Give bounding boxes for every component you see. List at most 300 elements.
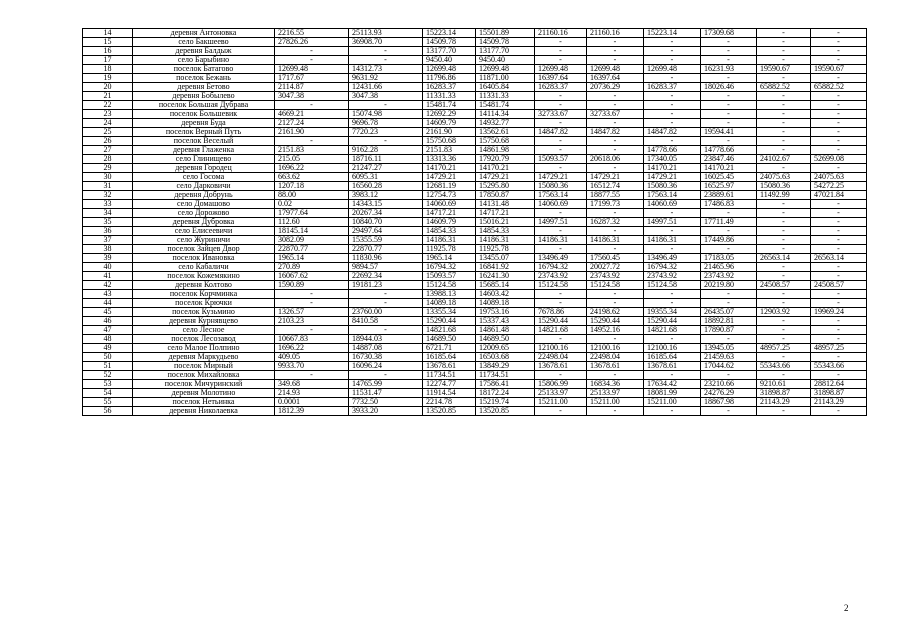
value-cell: - xyxy=(644,245,701,254)
value-cell: 112.60 xyxy=(275,218,349,227)
value-cell: 24276.29 xyxy=(701,389,757,398)
value-cell: - xyxy=(811,128,867,137)
row-number-cell: 23 xyxy=(83,110,133,119)
value-cell: - xyxy=(701,110,757,119)
value-cell: 15806.99 xyxy=(535,380,587,389)
value-cell: 19590.67 xyxy=(757,65,811,74)
value-cell: 14131.48 xyxy=(476,200,535,209)
value-cell: - xyxy=(349,101,423,110)
settlement-name-cell: село Глинищево xyxy=(133,155,275,164)
value-cell: 48957.25 xyxy=(811,344,867,353)
value-cell: 24508.57 xyxy=(757,281,811,290)
value-cell: - xyxy=(811,317,867,326)
value-cell: 26563.14 xyxy=(757,254,811,263)
value-cell: 23760.00 xyxy=(349,308,423,317)
value-cell: 21459.63 xyxy=(701,353,757,362)
value-cell: 32733.67 xyxy=(535,110,587,119)
value-cell: 22498.04 xyxy=(535,353,587,362)
value-cell: 14060.69 xyxy=(535,200,587,209)
value-cell: 16185.64 xyxy=(423,353,476,362)
value-cell: - xyxy=(535,164,587,173)
value-cell: - xyxy=(757,299,811,308)
value-cell: 16405.84 xyxy=(476,83,535,92)
settlement-name-cell: село Дорожово xyxy=(133,209,275,218)
value-cell: 16560.28 xyxy=(349,182,423,191)
value-cell: - xyxy=(701,209,757,218)
value-cell: 16397.64 xyxy=(587,74,644,83)
value-cell: 18867.98 xyxy=(701,398,757,407)
value-cell: - xyxy=(535,371,587,380)
value-cell: 15290.44 xyxy=(535,317,587,326)
value-cell: 2127.24 xyxy=(275,119,349,128)
value-cell: 15355.59 xyxy=(349,236,423,245)
value-cell: 65882.52 xyxy=(757,83,811,92)
value-cell: 47021.84 xyxy=(811,191,867,200)
value-cell: - xyxy=(535,92,587,101)
value-cell: 25113.93 xyxy=(349,29,423,38)
value-cell: - xyxy=(757,245,811,254)
value-cell: 16283.37 xyxy=(644,83,701,92)
value-cell: 17560.45 xyxy=(587,254,644,263)
value-cell: 14854.33 xyxy=(423,227,476,236)
value-cell: - xyxy=(644,38,701,47)
value-cell: 16730.38 xyxy=(349,353,423,362)
row-number-cell: 16 xyxy=(83,47,133,56)
settlement-name-cell: поселок Большевик xyxy=(133,110,275,119)
value-cell: 55343.66 xyxy=(757,362,811,371)
value-cell: 14186.31 xyxy=(423,236,476,245)
value-cell: 11914.54 xyxy=(423,389,476,398)
value-cell: - xyxy=(757,137,811,146)
row-number-cell: 15 xyxy=(83,38,133,47)
value-cell: 15223.14 xyxy=(644,29,701,38)
settlement-name-cell: село Домашово xyxy=(133,200,275,209)
value-cell: 14729.21 xyxy=(423,173,476,182)
value-cell: 14887.08 xyxy=(349,344,423,353)
table-row xyxy=(83,389,867,398)
value-cell: 14609.79 xyxy=(423,119,476,128)
value-cell: - xyxy=(587,56,644,65)
settlement-name-cell: поселок Кожемякино xyxy=(133,272,275,281)
value-cell: 11871.00 xyxy=(476,74,535,83)
value-cell: 15337.43 xyxy=(476,317,535,326)
table-body xyxy=(83,29,867,416)
value-cell: 13496.49 xyxy=(644,254,701,263)
value-cell: 18145.14 xyxy=(275,227,349,236)
settlement-name-cell: поселок Крючки xyxy=(133,299,275,308)
value-cell: 31898.87 xyxy=(757,389,811,398)
value-cell: - xyxy=(587,137,644,146)
value-cell: 15219.74 xyxy=(476,398,535,407)
row-number-cell: 47 xyxy=(83,326,133,335)
value-cell: - xyxy=(701,119,757,128)
table-row xyxy=(83,281,867,290)
value-cell: 12699.48 xyxy=(423,65,476,74)
value-cell: 14861.48 xyxy=(476,326,535,335)
value-cell: - xyxy=(701,38,757,47)
value-cell: 1812.39 xyxy=(275,407,349,416)
value-cell: - xyxy=(811,227,867,236)
value-cell: - xyxy=(644,56,701,65)
value-cell: - xyxy=(587,92,644,101)
settlement-name-cell: деревня Маркудьево xyxy=(133,353,275,362)
value-cell: 2161.90 xyxy=(275,128,349,137)
row-number-cell: 42 xyxy=(83,281,133,290)
row-number-cell: 25 xyxy=(83,128,133,137)
value-cell: 23210.66 xyxy=(701,380,757,389)
value-cell: 9450.40 xyxy=(423,56,476,65)
value-cell: 6095.31 xyxy=(349,173,423,182)
value-cell: 23743.92 xyxy=(535,272,587,281)
table-row xyxy=(83,317,867,326)
value-cell: - xyxy=(811,353,867,362)
value-cell: 14847.82 xyxy=(587,128,644,137)
value-cell: 16231.93 xyxy=(701,65,757,74)
row-number-cell: 33 xyxy=(83,200,133,209)
value-cell: 14312.73 xyxy=(349,65,423,74)
value-cell: 349.68 xyxy=(275,380,349,389)
value-cell: 1326.57 xyxy=(275,308,349,317)
value-cell: 17586.41 xyxy=(476,380,535,389)
value-cell: 28812.64 xyxy=(811,380,867,389)
value-cell: 15080.36 xyxy=(535,182,587,191)
table-row xyxy=(83,380,867,389)
value-cell: - xyxy=(701,137,757,146)
page-number: 2 xyxy=(844,603,849,613)
value-cell: 14689.50 xyxy=(423,335,476,344)
value-cell: - xyxy=(535,119,587,128)
settlement-name-cell: село Барыбино xyxy=(133,56,275,65)
value-cell: 15124.58 xyxy=(587,281,644,290)
settlement-name-cell: поселок Михайловка xyxy=(133,371,275,380)
row-number-cell: 35 xyxy=(83,218,133,227)
value-cell: 17563.14 xyxy=(644,191,701,200)
value-cell: 12100.16 xyxy=(535,344,587,353)
value-cell: 2214.78 xyxy=(423,398,476,407)
value-cell: 18892.81 xyxy=(701,317,757,326)
value-cell: - xyxy=(757,317,811,326)
value-cell: - xyxy=(587,335,644,344)
value-cell: 2103.23 xyxy=(275,317,349,326)
value-cell: 2114.87 xyxy=(275,83,349,92)
value-cell: 13313.36 xyxy=(423,155,476,164)
value-cell: - xyxy=(701,56,757,65)
value-cell: - xyxy=(644,74,701,83)
value-cell: - xyxy=(811,47,867,56)
value-cell: 24198.62 xyxy=(587,308,644,317)
value-cell: 19969.24 xyxy=(811,308,867,317)
value-cell: 14729.21 xyxy=(535,173,587,182)
value-cell: 14821.68 xyxy=(535,326,587,335)
value-cell: - xyxy=(701,101,757,110)
value-cell: 11734.51 xyxy=(423,371,476,380)
value-cell: - xyxy=(701,245,757,254)
value-cell: - xyxy=(644,371,701,380)
value-cell: 20618.06 xyxy=(587,155,644,164)
row-number-cell: 36 xyxy=(83,227,133,236)
value-cell: 4669.21 xyxy=(275,110,349,119)
value-cell: 14847.82 xyxy=(535,128,587,137)
value-cell: - xyxy=(587,290,644,299)
table-row xyxy=(83,344,867,353)
table-row xyxy=(83,407,867,416)
value-cell: - xyxy=(757,128,811,137)
value-cell: 15211.00 xyxy=(587,398,644,407)
value-cell: 13520.85 xyxy=(423,407,476,416)
value-cell: - xyxy=(587,47,644,56)
value-cell: 22692.34 xyxy=(349,272,423,281)
table-row xyxy=(83,290,867,299)
settlement-name-cell: деревня Городец xyxy=(133,164,275,173)
value-cell: - xyxy=(644,335,701,344)
value-cell: 11331.33 xyxy=(423,92,476,101)
settlement-name-cell: село Журиничи xyxy=(133,236,275,245)
value-cell: 17890.87 xyxy=(701,326,757,335)
settlement-name-cell: поселок Зайцев Двор xyxy=(133,245,275,254)
settlement-name-cell: деревня Буда xyxy=(133,119,275,128)
value-cell: 3983.12 xyxy=(349,191,423,200)
value-cell: - xyxy=(644,110,701,119)
value-cell: 14729.21 xyxy=(644,173,701,182)
row-number-cell: 34 xyxy=(83,209,133,218)
value-cell: 14170.21 xyxy=(701,164,757,173)
settlement-name-cell: деревня Балдыж xyxy=(133,47,275,56)
value-cell: - xyxy=(644,290,701,299)
value-cell: - xyxy=(757,101,811,110)
settlement-name-cell: село Бакшеево xyxy=(133,38,275,47)
value-cell: 14170.21 xyxy=(423,164,476,173)
value-cell: 14509.78 xyxy=(423,38,476,47)
value-cell: 12681.19 xyxy=(423,182,476,191)
value-cell: - xyxy=(275,326,349,335)
value-cell: 19181.23 xyxy=(349,281,423,290)
value-cell: 27826.26 xyxy=(275,38,349,47)
table-row xyxy=(83,38,867,47)
value-cell: - xyxy=(535,299,587,308)
value-cell: - xyxy=(535,137,587,146)
value-cell: 3082.09 xyxy=(275,236,349,245)
value-cell: - xyxy=(757,371,811,380)
value-cell: 16794.32 xyxy=(423,263,476,272)
value-cell: - xyxy=(535,227,587,236)
value-cell: - xyxy=(701,335,757,344)
value-cell: 16283.37 xyxy=(535,83,587,92)
value-cell: 3047.38 xyxy=(275,92,349,101)
settlement-name-cell: село Елисеевичи xyxy=(133,227,275,236)
settlement-name-cell: деревня Молотино xyxy=(133,389,275,398)
value-cell: 9894.57 xyxy=(349,263,423,272)
table-row xyxy=(83,128,867,137)
settlement-name-cell: деревня Добрунь xyxy=(133,191,275,200)
table-row xyxy=(83,110,867,119)
value-cell: 12699.48 xyxy=(535,65,587,74)
row-number-cell: 14 xyxy=(83,29,133,38)
value-cell: - xyxy=(757,164,811,173)
row-number-cell: 55 xyxy=(83,398,133,407)
value-cell: - xyxy=(811,245,867,254)
value-cell: - xyxy=(535,245,587,254)
value-cell: - xyxy=(349,299,423,308)
settlement-name-cell: село Госома xyxy=(133,173,275,182)
value-cell: 12431.66 xyxy=(349,83,423,92)
value-cell: 15093.57 xyxy=(423,272,476,281)
value-cell: 13177.70 xyxy=(423,47,476,56)
value-cell: 20027.72 xyxy=(587,263,644,272)
value-cell: 12699.48 xyxy=(476,65,535,74)
value-cell: - xyxy=(701,299,757,308)
value-cell: 32733.67 xyxy=(587,110,644,119)
value-cell: 14729.21 xyxy=(587,173,644,182)
value-cell: 14170.21 xyxy=(644,164,701,173)
row-number-cell: 38 xyxy=(83,245,133,254)
value-cell: - xyxy=(811,200,867,209)
value-cell: 21247.27 xyxy=(349,164,423,173)
value-cell: 9631.92 xyxy=(349,74,423,83)
table-row xyxy=(83,65,867,74)
value-cell: 409.05 xyxy=(275,353,349,362)
settlement-name-cell: поселок Бежань xyxy=(133,74,275,83)
value-cell: 15074.98 xyxy=(349,110,423,119)
table-row xyxy=(83,137,867,146)
row-number-cell: 31 xyxy=(83,182,133,191)
tariff-table xyxy=(82,28,867,416)
value-cell: 18172.24 xyxy=(476,389,535,398)
value-cell: 18081.99 xyxy=(644,389,701,398)
value-cell: 14186.31 xyxy=(535,236,587,245)
value-cell: 13945.05 xyxy=(701,344,757,353)
value-cell: - xyxy=(811,119,867,128)
value-cell: 16025.45 xyxy=(701,173,757,182)
value-cell: - xyxy=(811,74,867,83)
value-cell: 14821.68 xyxy=(423,326,476,335)
value-cell: - xyxy=(535,38,587,47)
value-cell: - xyxy=(757,227,811,236)
value-cell: - xyxy=(275,371,349,380)
value-cell: 11331.33 xyxy=(476,92,535,101)
value-cell: - xyxy=(587,119,644,128)
value-cell: - xyxy=(535,290,587,299)
value-cell: - xyxy=(587,209,644,218)
value-cell: - xyxy=(811,92,867,101)
value-cell: 15290.44 xyxy=(587,317,644,326)
table-row xyxy=(83,47,867,56)
table-row xyxy=(83,398,867,407)
value-cell: 1965.14 xyxy=(275,254,349,263)
value-cell: 9696.78 xyxy=(349,119,423,128)
value-cell: 19753.16 xyxy=(476,308,535,317)
row-number-cell: 17 xyxy=(83,56,133,65)
row-number-cell: 49 xyxy=(83,344,133,353)
value-cell: - xyxy=(535,209,587,218)
table-row xyxy=(83,272,867,281)
value-cell: 48957.25 xyxy=(757,344,811,353)
row-number-cell: 22 xyxy=(83,101,133,110)
value-cell: 0.02 xyxy=(275,200,349,209)
value-cell: 15016.21 xyxy=(476,218,535,227)
settlement-name-cell: село Дарковичи xyxy=(133,182,275,191)
value-cell: 17309.68 xyxy=(701,29,757,38)
value-cell: 15501.89 xyxy=(476,29,535,38)
value-cell: 16397.64 xyxy=(535,74,587,83)
row-number-cell: 32 xyxy=(83,191,133,200)
row-number-cell: 30 xyxy=(83,173,133,182)
row-number-cell: 24 xyxy=(83,119,133,128)
settlement-name-cell: поселок Верный Путь xyxy=(133,128,275,137)
value-cell: 17199.73 xyxy=(587,200,644,209)
value-cell: 15290.44 xyxy=(423,317,476,326)
value-cell: - xyxy=(587,245,644,254)
value-cell: 14089.18 xyxy=(476,299,535,308)
value-cell: - xyxy=(757,209,811,218)
row-number-cell: 43 xyxy=(83,290,133,299)
settlement-name-cell: деревня Бетово xyxy=(133,83,275,92)
value-cell: - xyxy=(757,38,811,47)
row-number-cell: 50 xyxy=(83,353,133,362)
value-cell: 21160.16 xyxy=(587,29,644,38)
value-cell: 0.0001 xyxy=(275,398,349,407)
value-cell: 14609.79 xyxy=(423,218,476,227)
settlement-name-cell: деревня Антоновка xyxy=(133,29,275,38)
value-cell: 15223.14 xyxy=(423,29,476,38)
value-cell: - xyxy=(349,371,423,380)
settlement-name-cell: поселок Веселый xyxy=(133,137,275,146)
value-cell: - xyxy=(275,101,349,110)
row-number-cell: 20 xyxy=(83,83,133,92)
value-cell: 14997.51 xyxy=(644,218,701,227)
table-row xyxy=(83,74,867,83)
table-row xyxy=(83,353,867,362)
value-cell: 17920.79 xyxy=(476,155,535,164)
value-cell: 9450.40 xyxy=(476,56,535,65)
value-cell: - xyxy=(644,92,701,101)
value-cell: 88.00 xyxy=(275,191,349,200)
table-row xyxy=(83,263,867,272)
value-cell: 15750.68 xyxy=(423,137,476,146)
value-cell: 29497.64 xyxy=(349,227,423,236)
value-cell: - xyxy=(757,146,811,155)
value-cell: 17044.62 xyxy=(701,362,757,371)
value-cell: - xyxy=(701,227,757,236)
value-cell: 36908.70 xyxy=(349,38,423,47)
value-cell: - xyxy=(535,146,587,155)
value-cell: 14729.21 xyxy=(476,173,535,182)
row-number-cell: 48 xyxy=(83,335,133,344)
row-number-cell: 53 xyxy=(83,380,133,389)
value-cell: 13177.70 xyxy=(476,47,535,56)
settlement-name-cell: село Лесное xyxy=(133,326,275,335)
value-cell: 7732.50 xyxy=(349,398,423,407)
value-cell: 1965.14 xyxy=(423,254,476,263)
settlement-name-cell: деревня Колтово xyxy=(133,281,275,290)
value-cell: 16834.36 xyxy=(587,380,644,389)
row-number-cell: 28 xyxy=(83,155,133,164)
value-cell: - xyxy=(349,326,423,335)
table-row xyxy=(83,92,867,101)
value-cell: 15481.74 xyxy=(476,101,535,110)
row-number-cell: 21 xyxy=(83,92,133,101)
table-row xyxy=(83,299,867,308)
value-cell: 11734.51 xyxy=(476,371,535,380)
value-cell: 16185.64 xyxy=(644,353,701,362)
settlement-name-cell: деревня Глаженка xyxy=(133,146,275,155)
value-cell: 14854.33 xyxy=(476,227,535,236)
row-number-cell: 45 xyxy=(83,308,133,317)
value-cell: 15093.57 xyxy=(535,155,587,164)
value-cell: 14186.31 xyxy=(644,236,701,245)
row-number-cell: 26 xyxy=(83,137,133,146)
table-row xyxy=(83,209,867,218)
value-cell: 18026.46 xyxy=(701,83,757,92)
